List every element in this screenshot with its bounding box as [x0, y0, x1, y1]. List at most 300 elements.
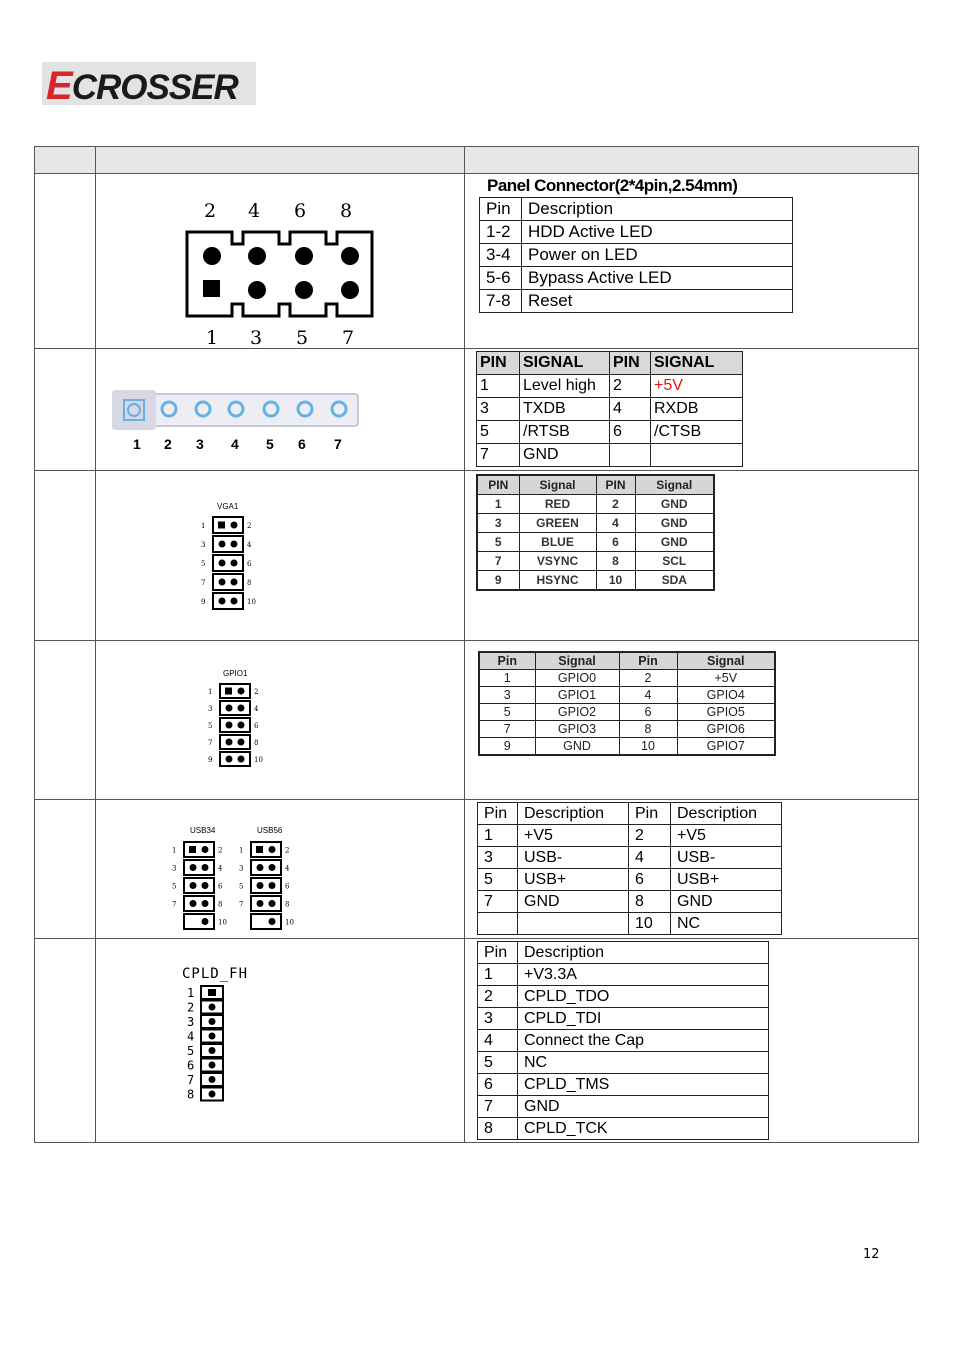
- table-cell: [651, 444, 743, 467]
- table-cell: 8: [596, 552, 635, 571]
- table-cell: +V3.3A: [518, 964, 769, 986]
- pin-number-label: 7: [239, 900, 244, 909]
- table-row: [478, 891, 782, 913]
- column-header: Pin: [478, 942, 518, 964]
- table-cell: 1: [477, 375, 520, 398]
- header-slot: [220, 752, 250, 766]
- pin-number-label: 1: [187, 986, 195, 1000]
- table-cell: GPIO0: [535, 670, 619, 687]
- table-cell: 7-8: [480, 290, 522, 313]
- table-cell: 1: [478, 825, 518, 847]
- table-cell: 8: [478, 1118, 518, 1140]
- pin-dot: [231, 560, 238, 567]
- gpio-header-row: [479, 652, 775, 670]
- table-cell: 3: [478, 847, 518, 869]
- table-row: [477, 421, 743, 444]
- header-slot: [251, 878, 281, 893]
- table-cell: GPIO7: [677, 738, 775, 756]
- table-cell: USB+: [671, 869, 782, 891]
- pin-dot: [190, 882, 197, 889]
- pin-dot: [269, 864, 276, 871]
- pin-number-label: 3: [250, 327, 263, 346]
- pin-number-label: 8: [340, 200, 353, 222]
- usb56-label: USB56: [257, 826, 283, 835]
- cpld-pin-table: [477, 941, 769, 1140]
- column-header: Description: [671, 803, 782, 825]
- table-row: [478, 1074, 769, 1096]
- column-header: Pin: [478, 803, 518, 825]
- table-cell: 7: [477, 444, 520, 467]
- table-cell: 3: [477, 398, 520, 421]
- pin-number-label: 2: [254, 688, 259, 696]
- table-cell: 4: [619, 687, 677, 704]
- table-cell: 6: [619, 704, 677, 721]
- pin-dot: [189, 846, 196, 853]
- pin-dot: [209, 1004, 216, 1011]
- pin-number-label: 2: [247, 522, 252, 530]
- table-row: [478, 869, 782, 891]
- pin-number-label: 5: [266, 436, 274, 452]
- column-header: Signal: [535, 652, 619, 670]
- table-cell: SCL: [635, 552, 714, 571]
- column-header: SIGNAL: [651, 352, 743, 375]
- table-row: [479, 687, 775, 704]
- table-cell: 7: [478, 891, 518, 913]
- pin-number-label: 6: [187, 1058, 195, 1073]
- pin-number-label: 10: [285, 918, 294, 927]
- gpio-header-label: GPIO1: [223, 669, 248, 678]
- table-cell: VSYNC: [519, 552, 596, 571]
- table-cell: 2: [629, 825, 671, 847]
- table-cell: BLUE: [519, 533, 596, 552]
- table-row: [478, 847, 782, 869]
- pin-dot: [256, 846, 263, 853]
- pin-number-label: 1: [201, 522, 206, 530]
- header-slot: [213, 536, 243, 552]
- pin-number-label: 2: [204, 200, 217, 222]
- pin-number-label: 1: [208, 688, 213, 696]
- pin-number-label: 10: [254, 756, 263, 764]
- table-cell: [478, 913, 518, 935]
- table-cell: GND: [518, 891, 629, 913]
- header-slot: [251, 914, 281, 929]
- pin-number-label: 5: [296, 327, 309, 346]
- vga-header-label: VGA1: [217, 502, 239, 511]
- header-slot: [213, 555, 243, 571]
- header-slot: [213, 574, 243, 590]
- header-slot: [213, 593, 243, 609]
- vga-connector-diagram: [197, 513, 267, 613]
- table-cell: 2: [596, 495, 635, 514]
- pin-number-label: 6: [298, 436, 306, 452]
- pin-dot: [209, 1091, 216, 1098]
- column-header: Signal: [635, 475, 714, 495]
- table-cell: 6: [596, 533, 635, 552]
- pin-number-label: 4: [285, 864, 290, 873]
- table-cell: USB-: [671, 847, 782, 869]
- pin-number-label: 7: [172, 900, 177, 909]
- table-cell: 2: [478, 986, 518, 1008]
- column-header: Pin: [629, 803, 671, 825]
- table-row: [477, 444, 743, 467]
- pin-number-label: 10: [247, 598, 256, 606]
- cpld-connector-diagram: [183, 984, 243, 1109]
- table-cell: 1: [477, 495, 519, 514]
- table-cell: 10: [629, 913, 671, 935]
- pin-number-label: 6: [247, 560, 252, 568]
- pin-dot: [231, 522, 238, 529]
- table-cell: +V5: [671, 825, 782, 847]
- pin-number-label: 6: [285, 882, 290, 891]
- table-cell: GND: [671, 891, 782, 913]
- table-cell: 7: [479, 721, 535, 738]
- table-cell: GPIO6: [677, 721, 775, 738]
- pin-dot: [219, 579, 226, 586]
- pin-dot: [219, 560, 226, 567]
- table-cell: 10: [596, 571, 635, 591]
- table-row: [477, 533, 714, 552]
- table-cell: +5V: [651, 375, 743, 398]
- table-cell: 7: [477, 552, 519, 571]
- pin-number-label: 3: [239, 864, 244, 873]
- column-header: Signal: [519, 475, 596, 495]
- cpld-header-label: CPLD_FH: [182, 966, 249, 982]
- table-row: [477, 514, 714, 533]
- pin-dot: [219, 598, 226, 605]
- table-cell: 8: [619, 721, 677, 738]
- table-cell: 2: [619, 670, 677, 687]
- table-cell: 10: [619, 738, 677, 756]
- vga-pin-table: [476, 474, 715, 591]
- table-row: [478, 1030, 769, 1052]
- table-cell: 4: [610, 398, 651, 421]
- table-cell: RED: [519, 495, 596, 514]
- pin-number-label: 7: [208, 739, 213, 747]
- pin-dot: [238, 756, 245, 763]
- gpio-connector-diagram: [204, 680, 274, 770]
- table-cell: GPIO5: [677, 704, 775, 721]
- pin-dot: [269, 882, 276, 889]
- table-row: [478, 964, 769, 986]
- cpld-header-row: [478, 942, 769, 964]
- pin-number-label: 7: [201, 579, 206, 587]
- pin-dot: [269, 846, 276, 853]
- table-row: [477, 552, 714, 571]
- table-cell: CPLD_TMS: [518, 1074, 769, 1096]
- table-row: [479, 738, 775, 756]
- table-cell: 3: [479, 687, 535, 704]
- pin-dot: [208, 989, 216, 996]
- usb34-label: USB34: [190, 826, 216, 835]
- pin-number-label: 8: [247, 579, 252, 587]
- table-cell: 4: [478, 1030, 518, 1052]
- header-slot: [184, 914, 214, 929]
- pin-number-label: 8: [285, 900, 290, 909]
- pin-number-label: 10: [218, 918, 227, 927]
- table-row: [477, 375, 743, 398]
- table-row: [480, 221, 793, 244]
- pin-dot: [202, 882, 209, 889]
- pin-number-label: 5: [187, 1044, 195, 1058]
- pin-number-label: 3: [172, 864, 177, 873]
- table-cell: /RTSB: [520, 421, 610, 444]
- pin-number-label: 5: [208, 722, 213, 730]
- pin-dot: [226, 705, 233, 712]
- header-slot: [184, 842, 214, 857]
- table-cell: 5: [478, 869, 518, 891]
- table-cell: NC: [671, 913, 782, 935]
- pin-number-label: 1: [172, 846, 177, 855]
- table-cell: USB-: [518, 847, 629, 869]
- pin-dot: [231, 541, 238, 548]
- table-cell: 3: [478, 1008, 518, 1030]
- column-header: PIN: [477, 475, 519, 495]
- pin-number-label: 9: [208, 756, 213, 764]
- table-cell: 4: [629, 847, 671, 869]
- header-slot: [184, 896, 214, 911]
- pin-dot: [257, 882, 264, 889]
- pin-number-label: 8: [187, 1087, 195, 1102]
- pin-number-label: 7: [342, 327, 355, 346]
- pin-dot: [202, 846, 209, 853]
- pin-number-label: 5: [239, 882, 244, 891]
- table-row: [480, 290, 793, 313]
- crosser-logo: ECROSSER: [42, 62, 256, 105]
- table-cell: 4: [596, 514, 635, 533]
- table-cell: 5: [478, 1052, 518, 1074]
- table-row: [478, 913, 782, 935]
- pin-number-label: 7: [187, 1073, 195, 1087]
- panel-connector-caption: Panel Connector(2*4pin,2.54mm): [487, 176, 738, 195]
- table-row: [477, 571, 714, 591]
- pin-dot: [231, 579, 238, 586]
- header-slot: [220, 735, 250, 749]
- pin-dot: [219, 541, 226, 548]
- table-cell: 6: [629, 869, 671, 891]
- column-header: Description: [518, 803, 629, 825]
- table-cell: GPIO4: [677, 687, 775, 704]
- table-row: [479, 704, 775, 721]
- column-header: Pin: [619, 652, 677, 670]
- header-slot: [184, 878, 214, 893]
- table-row: [478, 1008, 769, 1030]
- vga-header-row: [477, 475, 714, 495]
- table-cell: Connect the Cap: [518, 1030, 769, 1052]
- table-row: [479, 670, 775, 687]
- panel-header-row: [480, 198, 793, 221]
- pin-number-label: 2: [187, 1000, 195, 1015]
- pin-dot: [225, 688, 232, 695]
- table-cell: 1-2: [480, 221, 522, 244]
- pin-number-label: 1: [133, 436, 141, 452]
- pin-number-label: 3: [201, 541, 206, 549]
- table-cell: 1: [479, 670, 535, 687]
- pin-dot: [269, 918, 276, 925]
- pin-dot: [209, 1018, 216, 1025]
- table-cell: +V5: [518, 825, 629, 847]
- pin-number-label: 1: [206, 327, 219, 346]
- table-cell: /CTSB: [651, 421, 743, 444]
- table-cell: SDA: [635, 571, 714, 591]
- pin-dot: [209, 1033, 216, 1040]
- pin-number-label: 1: [239, 846, 244, 855]
- pin-dot: [226, 722, 233, 729]
- pin-dot: [257, 900, 264, 907]
- pin-dot: [202, 918, 209, 925]
- table-cell: CPLD_TDI: [518, 1008, 769, 1030]
- pin-number-label: 6: [294, 200, 307, 222]
- table-cell: 5: [477, 533, 519, 552]
- pin-number-label: 4: [187, 1029, 195, 1044]
- table-cell: 9: [477, 571, 519, 591]
- column-header: SIGNAL: [520, 352, 610, 375]
- pin-dot: [202, 864, 209, 871]
- table-row: [479, 721, 775, 738]
- table-cell: GPIO2: [535, 704, 619, 721]
- pin-number-label: 6: [218, 882, 223, 891]
- table-cell: GND: [520, 444, 610, 467]
- pin-number-label: 2: [164, 436, 172, 452]
- column-header: Signal: [677, 652, 775, 670]
- table-cell: GPIO3: [535, 721, 619, 738]
- table-cell: Power on LED: [522, 244, 793, 267]
- pin-dot: [209, 1062, 216, 1069]
- column-header: PIN: [596, 475, 635, 495]
- header-slot: [251, 860, 281, 875]
- header-slot: [220, 701, 250, 715]
- table-cell: GND: [635, 533, 714, 552]
- table-cell: 5: [479, 704, 535, 721]
- header-slot: [251, 896, 281, 911]
- pin-number-label: 8: [254, 739, 259, 747]
- pin-dot: [238, 722, 245, 729]
- pin-number-label: 5: [172, 882, 177, 891]
- pin-number-label: 4: [247, 541, 252, 549]
- pin-number-label: 4: [218, 864, 223, 873]
- column-header: PIN: [477, 352, 520, 375]
- table-cell: Bypass Active LED: [522, 267, 793, 290]
- serial-pin-table: [476, 351, 743, 467]
- pin-number-label: 7: [334, 436, 342, 452]
- pin-dot: [218, 522, 225, 529]
- table-cell: RXDB: [651, 398, 743, 421]
- table-cell: CPLD_TDO: [518, 986, 769, 1008]
- pin-number-label: 3: [187, 1015, 195, 1029]
- table-row: [477, 495, 714, 514]
- usb-header-row: [478, 803, 782, 825]
- pin-dot: [190, 864, 197, 871]
- pin-number-label: 6: [254, 722, 259, 730]
- pin-number-label: 2: [285, 846, 290, 855]
- pin-number-label: 3: [208, 705, 213, 713]
- usb-pin-table: [477, 802, 782, 935]
- table-cell: 5-6: [480, 267, 522, 290]
- table-row: [478, 825, 782, 847]
- table-cell: 6: [610, 421, 651, 444]
- usb56-connector-diagram: [235, 838, 305, 933]
- column-header: PIN: [610, 352, 651, 375]
- table-cell: 6: [478, 1074, 518, 1096]
- table-cell: 2: [610, 375, 651, 398]
- pin-dot: [238, 688, 245, 695]
- table-row: [478, 1096, 769, 1118]
- table-cell: 8: [629, 891, 671, 913]
- panel-pin-table: [479, 197, 793, 313]
- table-cell: HSYNC: [519, 571, 596, 591]
- table-cell: 3-4: [480, 244, 522, 267]
- table-row: [478, 986, 769, 1008]
- table-cell: GND: [635, 514, 714, 533]
- column-header: Pin: [480, 198, 522, 221]
- header-slot: [184, 860, 214, 875]
- table-cell: TXDB: [520, 398, 610, 421]
- pin-dot: [238, 739, 245, 746]
- table-row: [480, 244, 793, 267]
- pin-number-label: 4: [248, 200, 261, 222]
- table-cell: Reset: [522, 290, 793, 313]
- pin-number-label: 4: [254, 705, 259, 713]
- table-cell: 3: [477, 514, 519, 533]
- table-cell: [610, 444, 651, 467]
- pin-number-label: 2: [218, 846, 223, 855]
- pin-dot: [226, 756, 233, 763]
- table-cell: GND: [518, 1096, 769, 1118]
- pin-number-label: 8: [218, 900, 223, 909]
- table-cell: GND: [635, 495, 714, 514]
- table-cell: CPLD_TCK: [518, 1118, 769, 1140]
- page-number: 12: [863, 1247, 880, 1262]
- pin-number-label: 9: [201, 598, 206, 606]
- header-slot: [213, 517, 243, 533]
- pin-dot: [231, 598, 238, 605]
- table-cell: GPIO1: [535, 687, 619, 704]
- pin-dot: [238, 705, 245, 712]
- table-cell: USB+: [518, 869, 629, 891]
- usb34-connector-diagram: [168, 838, 238, 933]
- table-cell: 5: [477, 421, 520, 444]
- column-header: Pin: [479, 652, 535, 670]
- gpio-pin-table: [478, 651, 776, 756]
- header-slot: [220, 684, 250, 698]
- table-cell: NC: [518, 1052, 769, 1074]
- panel-connector-diagram: [180, 196, 380, 346]
- table-cell: GND: [535, 738, 619, 756]
- pin-dot: [190, 900, 197, 907]
- pin-dot: [202, 900, 209, 907]
- pin-number-label: 4: [231, 436, 239, 452]
- column-header: Description: [518, 942, 769, 964]
- serial-header-row: [477, 352, 743, 375]
- table-cell: 1: [478, 964, 518, 986]
- table-cell: [518, 913, 629, 935]
- pin-dot: [209, 1076, 216, 1083]
- pin-number-label: 5: [201, 560, 206, 568]
- pin-dot: [257, 864, 264, 871]
- table-cell: +5V: [677, 670, 775, 687]
- table-cell: GREEN: [519, 514, 596, 533]
- pin-number-label: 3: [196, 436, 204, 452]
- table-cell: 9: [479, 738, 535, 756]
- pin-dot: [209, 1047, 216, 1054]
- table-row: [478, 1118, 769, 1140]
- pin-dot: [226, 739, 233, 746]
- serial-connector-diagram: [108, 386, 368, 456]
- table-row: [477, 398, 743, 421]
- pin-dot: [269, 900, 276, 907]
- header-slot: [251, 842, 281, 857]
- table-cell: HDD Active LED: [522, 221, 793, 244]
- header-slot: [220, 718, 250, 732]
